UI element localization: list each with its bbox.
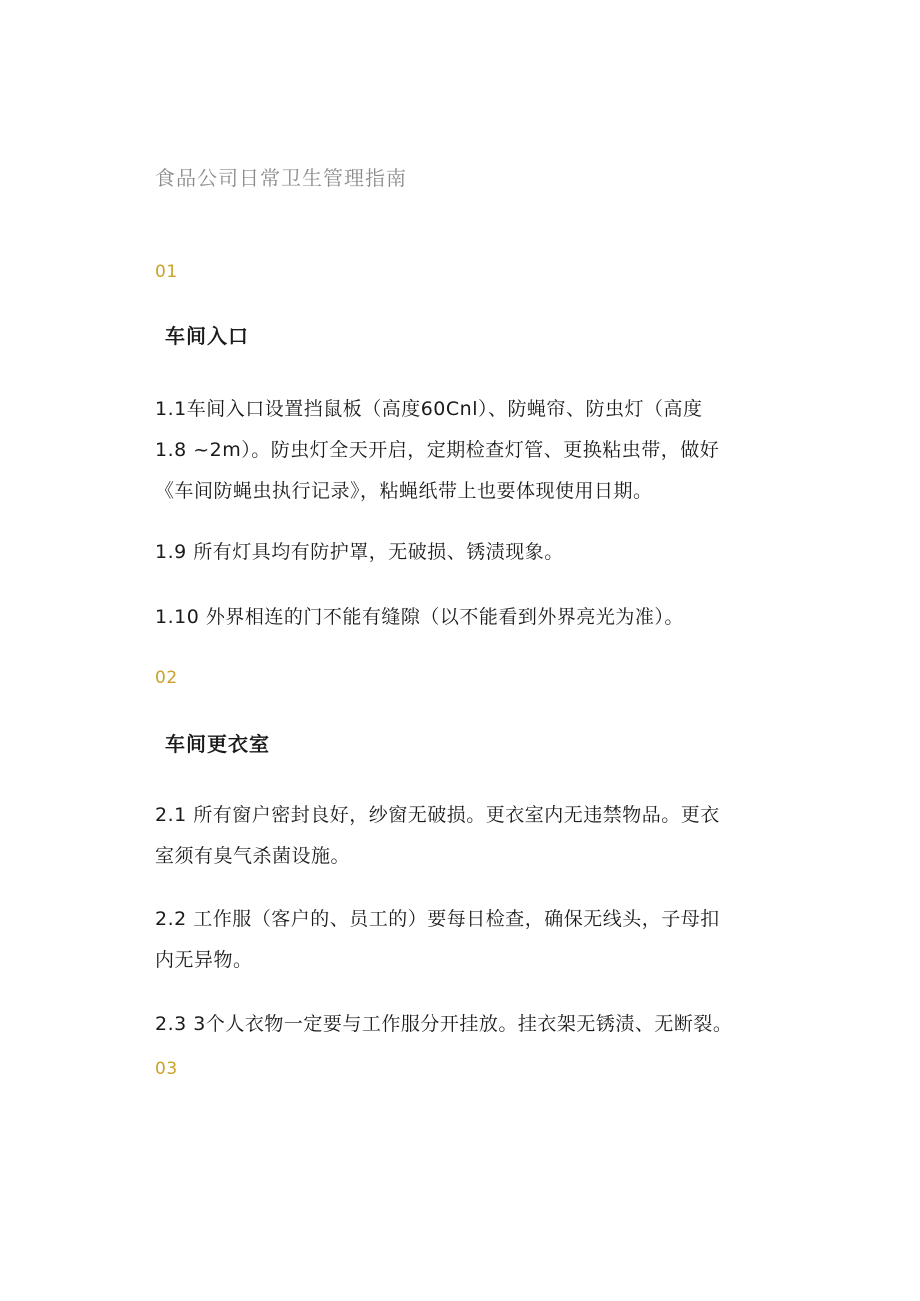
paragraph-line: 1.8 ~2m）。防虫灯全天开启，定期检查灯管、更换粘虫带，做好	[155, 439, 720, 461]
section-heading: 车间更衣室	[165, 732, 270, 756]
section-number: 02	[155, 668, 178, 688]
section-heading: 车间入口	[165, 324, 249, 348]
paragraph-line: 《车间防蝇虫执行记录》，粘蝇纸带上也要体现使用日期。	[155, 480, 653, 502]
paragraph	[155, 532, 755, 573]
paragraph-line: 内无异物。	[155, 949, 253, 971]
paragraph-line: 2.3 3个人衣物一定要与工作服分开挂放。挂衣架无锈渍、无断裂。	[155, 1013, 733, 1035]
section-number: 01	[155, 262, 178, 282]
paragraph	[155, 899, 755, 981]
paragraph	[155, 597, 755, 638]
paragraph-line: 2.1 所有窗户密封良好，纱窗无破损。更衣室内无违禁物品。更衣	[155, 804, 720, 826]
paragraph	[155, 795, 755, 877]
paragraph-line: 2.2 工作服（客户的、员工的）要每日检查，确保无线头，子母扣	[155, 908, 720, 930]
paragraph-line: 1.9 所有灯具均有防护罩，无破损、锈渍现象。	[155, 541, 564, 563]
section-number: 03	[155, 1059, 178, 1079]
paragraph	[155, 389, 755, 512]
paragraph	[155, 1004, 755, 1045]
document-title: 食品公司日常卫生管理指南	[155, 166, 407, 190]
paragraph-line: 1.10 外界相连的门不能有缝隙（以不能看到外界亮光为准）。	[155, 606, 684, 628]
paragraph-line: 室须有臭气杀菌设施。	[155, 845, 351, 867]
paragraph-line: 1.1车间入口设置挡鼠板（高度60Cnl）、防蝇帘、防虫灯（高度	[155, 398, 703, 420]
